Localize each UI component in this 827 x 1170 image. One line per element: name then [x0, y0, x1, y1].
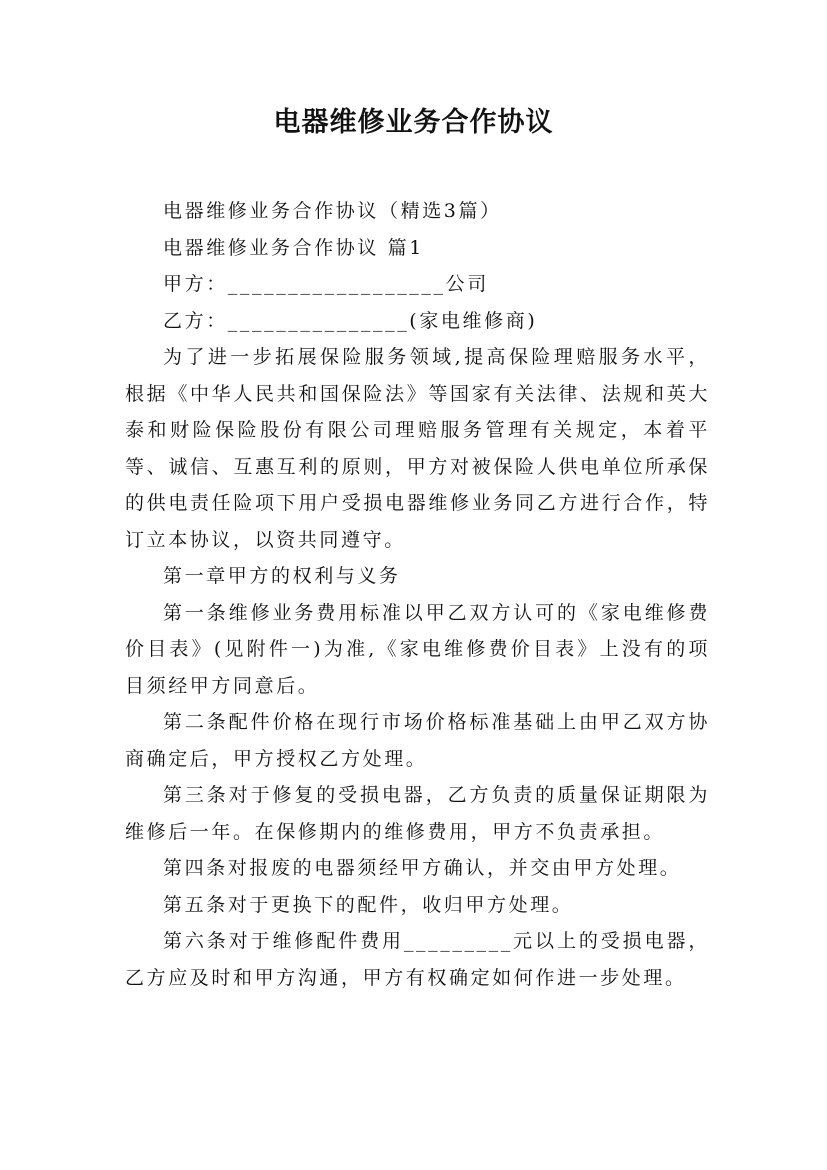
- article-6: 第六条对于维修配件费用_________元以上的受损电器，乙方应及时和甲方沟通，甲方有权确定如何作进一步处理。: [125, 930, 710, 989]
- document-body: [125, 193, 710, 996]
- preamble-paragraph: 为了进一步拓展保险服务领域,提高保险理赔服务水平，根据《中华人民共和国保险法》等国家有关法律、法规和英大泰和财险保险股份有限公司理赔服务管理有关规定，本着平等、诚信、互惠互利的原则，甲方对被保险人供电单位所承保的供电责任险项下用户受损电器维修业务同乙方进行合作，特订立本协议，以资共同遵守。: [125, 346, 710, 551]
- party-a-line: 甲方：__________________公司: [163, 273, 489, 295]
- party-b-line: 乙方：_______________(家电维修商): [163, 309, 538, 332]
- section-heading: 电器维修业务合作协议 篇1: [163, 236, 424, 259]
- article-1: 第一条维修业务费用标准以甲乙双方认可的《家电维修费价目表》(见附件一)为准,《家电维修费价目表》上没有的项目须经甲方同意后。: [125, 601, 710, 697]
- article-5: 第五条对于更换下的配件，收归甲方处理。: [163, 893, 574, 916]
- article-4: 第四条对报废的电器须经甲方确认，并交由甲方处理。: [163, 857, 682, 879]
- subtitle-paragraph: 电器维修业务合作协议（精选3篇）: [163, 200, 502, 222]
- document-title: 电器维修业务合作协议: [273, 107, 554, 138]
- article-3: 第三条对于修复的受损电器，乙方负责的质量保证期限为维修后一年。在保修期内的维修费用，甲方不负责承担。: [125, 784, 710, 843]
- article-2: 第二条配件价格在现行市场价格标准基础上由甲乙双方协商确定后，甲方授权乙方处理。: [125, 711, 710, 770]
- chapter-heading: 第一章甲方的权利与义务: [163, 565, 401, 587]
